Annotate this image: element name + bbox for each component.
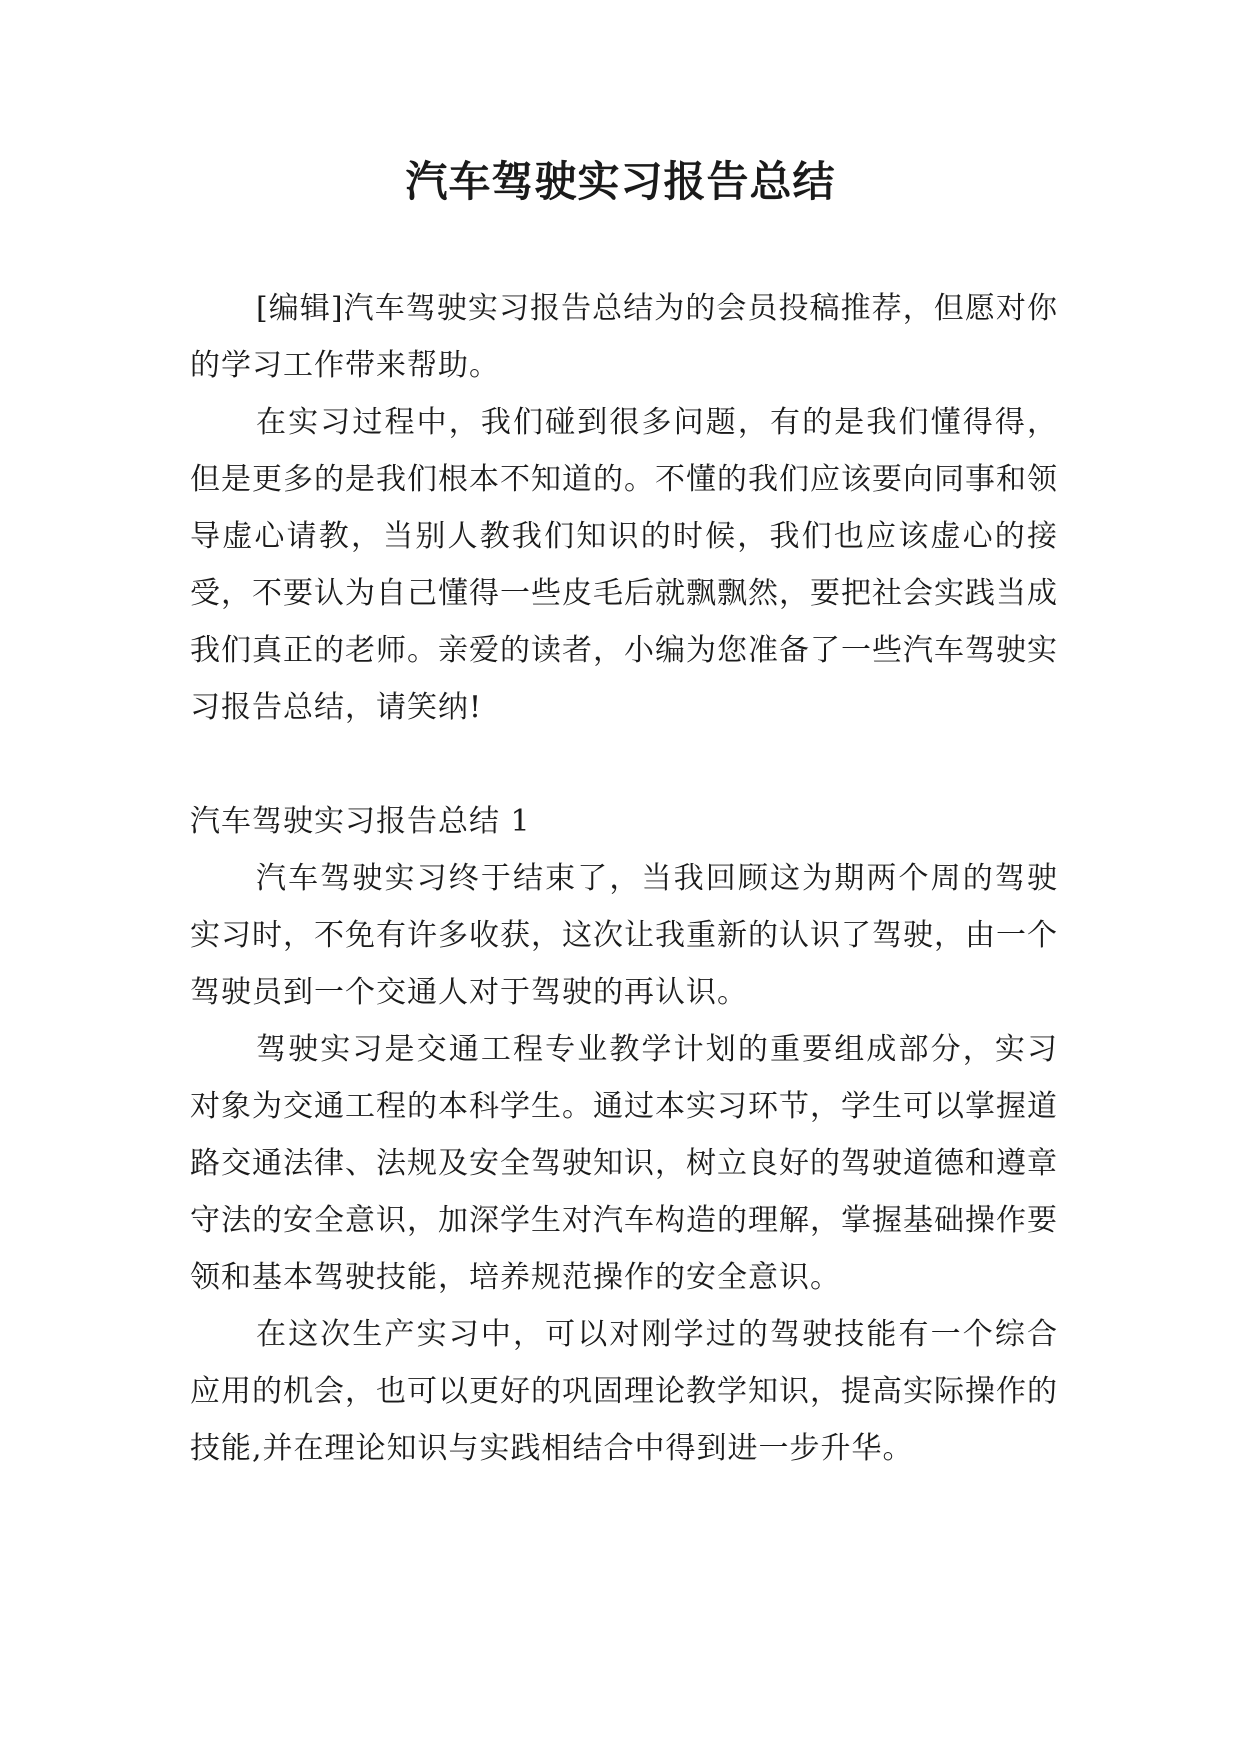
- document-body: [190, 280, 1058, 1477]
- section-paragraph: 驾驶实习是交通工程专业教学计划的重要组成部分，实习对象为交通工程的本科学生。通过本实习环节，学生可以掌握道路交通法律、法规及安全驾驶知识，树立良好的驾驶道德和遵章守法的安全意识，加深学生对汽车构造的理解，掌握基础操作要领和基本驾驶技能，培养规范操作的安全意识。: [190, 1032, 1058, 1295]
- section-paragraph: 汽车驾驶实习终于结束了，当我回顾这为期两个周的驾驶实习时，不免有许多收获，这次让我重新的认识了驾驶，由一个驾驶员到一个交通人对于驾驶的再认识。: [190, 861, 1058, 1010]
- intro-paragraph: [编辑]汽车驾驶实习报告总结为的会员投稿推荐，但愿对你的学习工作带来帮助。: [190, 291, 1058, 383]
- section-paragraph: 在这次生产实习中，可以对刚学过的驾驶技能有一个综合应用的机会，也可以更好的巩固理论教学知识，提高实际操作的技能,并在理论知识与实践相结合中得到进一步升华。: [190, 1317, 1058, 1466]
- intro-paragraph: 在实习过程中，我们碰到很多问题，有的是我们懂得得，但是更多的是我们根本不知道的。不懂的我们应该要向同事和领导虚心请教，当别人教我们知识的时候，我们也应该虚心的接受，不要认为自己懂得一些皮毛后就飘飘然，要把社会实践当成我们真正的老师。亲爱的读者，小编为您准备了一些汽车驾驶实习报告总结，请笑纳!: [190, 405, 1058, 725]
- section-spacer: [190, 736, 1058, 793]
- document-title: 汽车驾驶实习报告总结: [405, 157, 836, 206]
- section-heading: 汽车驾驶实习报告总结 1: [190, 804, 531, 839]
